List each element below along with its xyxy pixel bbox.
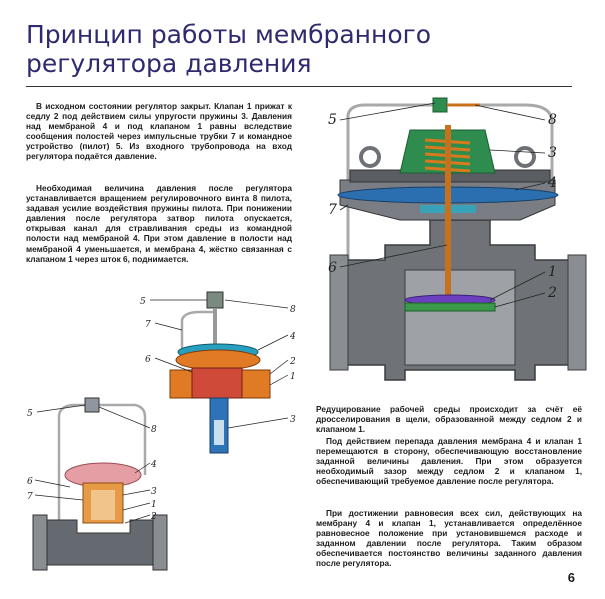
right-paragraph-2: Под действием перепада давления мембрана 4 и клапан 1 перемещаются в сторону, обеспечивающую восстановление заданной величины давления. При этом образуется необходимый зазор между седлом 2 и клапаном 1, обеспечивающий требуемое давление после регулятора. [316, 436, 582, 487]
callout-6-mid: 6 [145, 355, 151, 365]
callout-2-mid: 2 [290, 357, 296, 367]
left-paragraph-1-text: В исходном состоянии регулятор закрыт. Клапан 1 прижат к седлу 2 под действием силы упругости пружины 3. Давления над мембраной 4 и под клапаном 1 равны вследствие сообщения полостей через импульсные трубки 7 и командное устройство (пилот) 5. [26, 101, 292, 152]
callout-5-small: 5 [27, 409, 33, 419]
callout-7-small: 7 [27, 492, 33, 502]
title-line-2: регулятора давления [26, 49, 312, 78]
title-line-1: Принцип работы мембранного [26, 20, 432, 49]
callout-5-mid: 5 [140, 297, 146, 307]
page-number: 6 [567, 570, 575, 585]
callout-8-small: 8 [151, 425, 157, 435]
callout-1-small: 1 [151, 500, 157, 510]
left-paragraph-1 [26, 101, 292, 162]
callout-1-large: 1 [548, 264, 557, 280]
title-divider [26, 86, 572, 87]
callout-1-mid: 1 [290, 372, 296, 382]
callout-6-large: 6 [328, 260, 337, 276]
callout-8-mid: 8 [290, 305, 296, 315]
right-paragraph-3: При достижении равновесия всех сил, действующих на мембрану 4 и клапан 1, устанавливается определённое равновесное положение при установившемся расходе и заданном давлении после регулятора. Таким образом обеспечивается постоянство величины заданного давления после регулятора. [316, 508, 582, 569]
callout-8-large: 8 [548, 112, 557, 128]
callout-7-large: 7 [328, 202, 337, 218]
callout-4-mid: 4 [290, 332, 296, 342]
left-paragraph-2: Необходимая величина давления после регулятора устанавливается вращением регулировочного винта 8 пилота, задавая усилие воздействия пружины пилота. При понижении давления после регулятора затвор пилота опускается, открывая канал для стравливания среды из командной полости над мембраной 4. При этом давление в полости над мембраной 4 уменьшается, и мембрана 4, жёстко связанная с клапаном 1 через шток 6, поднимается. [26, 183, 292, 264]
callout-7-mid: 7 [145, 320, 151, 330]
callout-6-small: 6 [27, 477, 33, 487]
callout-3-large: 3 [548, 145, 557, 161]
body-small [45, 520, 160, 565]
right-paragraph-1: Редуцирование рабочей среды происходит за счёт её дросселирования в щели, образованной между седлом 2 и клапаном 1. [316, 404, 582, 435]
callout-3-small: 3 [151, 487, 157, 497]
callout-5-large: 5 [328, 112, 337, 128]
regulator-cross-section-large [310, 95, 585, 395]
pilot-5-mid [207, 292, 223, 308]
left-paragraph-1b-text: Из входного трубопровода на вход регулятора подаётся давление. [26, 141, 293, 162]
callout-4-large: 4 [548, 175, 557, 191]
callout-3-mid: 3 [290, 415, 296, 425]
regulator-cutaway-small [25, 395, 170, 580]
pilot-5 [433, 98, 447, 112]
page-title [26, 20, 586, 78]
seat-2 [405, 303, 495, 311]
callout-2-large: 2 [548, 285, 557, 301]
stem-6 [445, 125, 451, 310]
callout-2-small: 2 [151, 512, 157, 522]
callout-4-small: 4 [151, 460, 157, 470]
pilot-5-small [85, 398, 99, 412]
